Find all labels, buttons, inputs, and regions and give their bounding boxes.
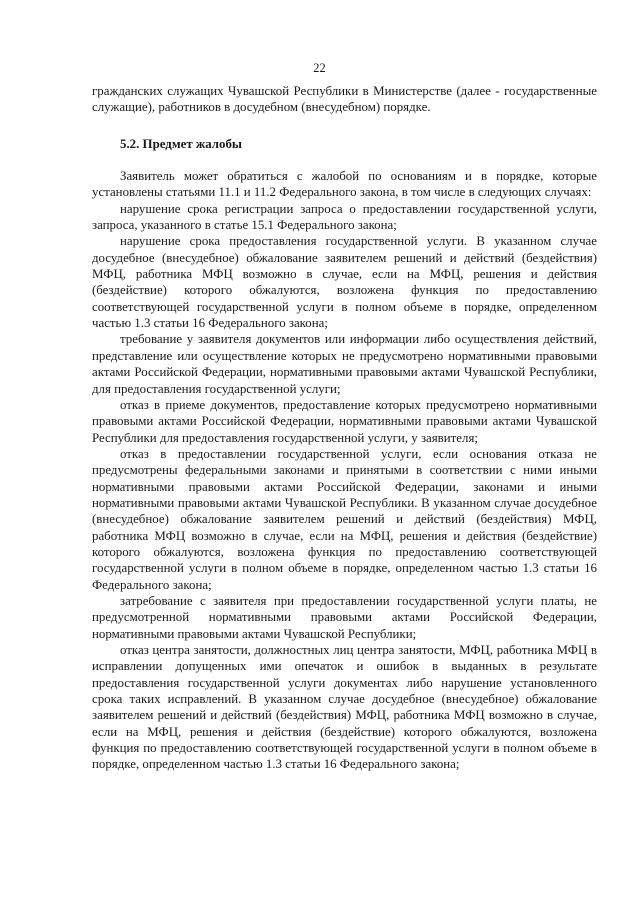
paragraph-extra-documents: требование у заявителя документов или информации либо осуществления действий, представление или осуществление которых не предусмотрено нормативными правовыми актами Российской Федерации, нормативными правовыми актами Чувашской Республики, для предоставления государственной услуги; bbox=[92, 332, 597, 396]
paragraph-refusal-service: отказ в предоставлении государственной услуги, если основания отказа не предусмотрены федеральными законами и принятыми в соответствии с ними иными нормативными правовыми актами Российской Федерации, законами и иными нормативными правовыми актами Чувашской Республики. В указанном случае досудебное (внесудебное) обжалование заявителем решений и действий (бездействия) МФЦ, работника МФЦ возможно в случае, если на МФЦ, решения и действия (бездействие) которого обжалуются, возложена функция по предоставлению соответствующей государственной услуги в полном объеме в порядке, определенном частью 1.3 статьи 16 Федерального закона; bbox=[92, 446, 597, 592]
intro-paragraph: гражданских служащих Чувашской Республики в Министерстве (далее - государственные служащие), работников в досудебном (внесудебном) порядке. bbox=[92, 84, 597, 115]
section-heading: 5.2. Предмет жалобы bbox=[120, 136, 242, 151]
paragraph-payment-demand: затребование с заявителя при предоставлении государственной услуги платы, не предусмотренной нормативными правовыми актами Российской Федерации, нормативными правовыми актами Чувашской Республики; bbox=[92, 593, 597, 641]
paragraph-service-delay: нарушение срока предоставления государственной услуги. В указанном случае досудебное (внесудебное) обжалование заявителем решений и действий (бездействия) МФЦ, работника МФЦ возможно в случае, если на МФЦ, решения и действия (бездействие) которого обжалуются, возложена функция по предоставлению соответствующей государственной услуги в полном объеме в порядке, определенном частью 1.3 статьи 16 Федерального закона; bbox=[92, 234, 597, 331]
page-number: 22 bbox=[313, 61, 326, 75]
paragraph-registration-delay: нарушение срока регистрации запроса о предоставлении государственной услуги, запроса, указанного в статье 15.1 Федерального закона; bbox=[92, 201, 597, 233]
paragraph-refusal-acceptance: отказ в приеме документов, предоставление которых предусмотрено нормативными правовыми актами Российской Федерации, нормативными правовыми актами Чувашской Республики для предоставления государственной услуги, у заявителя; bbox=[92, 397, 597, 445]
document-body bbox=[92, 83, 597, 773]
paragraph-grounds: Заявитель может обратиться с жалобой по основаниям и в порядке, которые установлены статьями 11.1 и 11.2 Федерального закона, в том числе в следующих случаях: bbox=[92, 169, 597, 200]
paragraph-correction-refusal: отказ центра занятости, должностных лиц центра занятости, МФЦ, работника МФЦ в исправлении допущенных ими опечаток и ошибок в выданных в результате предоставления государственной услуги документах либо нарушение установленного срока таких исправлений. В указанном случае досудебное (внесудебное) обжалование заявителем решений и действий (бездействия) МФЦ, работника МФЦ возможно в случае, если на МФЦ, решения и действия (бездействие) которого обжалуются, возложена функция по предоставлению соответствующей государственной услуги в полном объеме в порядке, определенном частью 1.3 статьи 16 Федерального закона; bbox=[92, 643, 597, 772]
